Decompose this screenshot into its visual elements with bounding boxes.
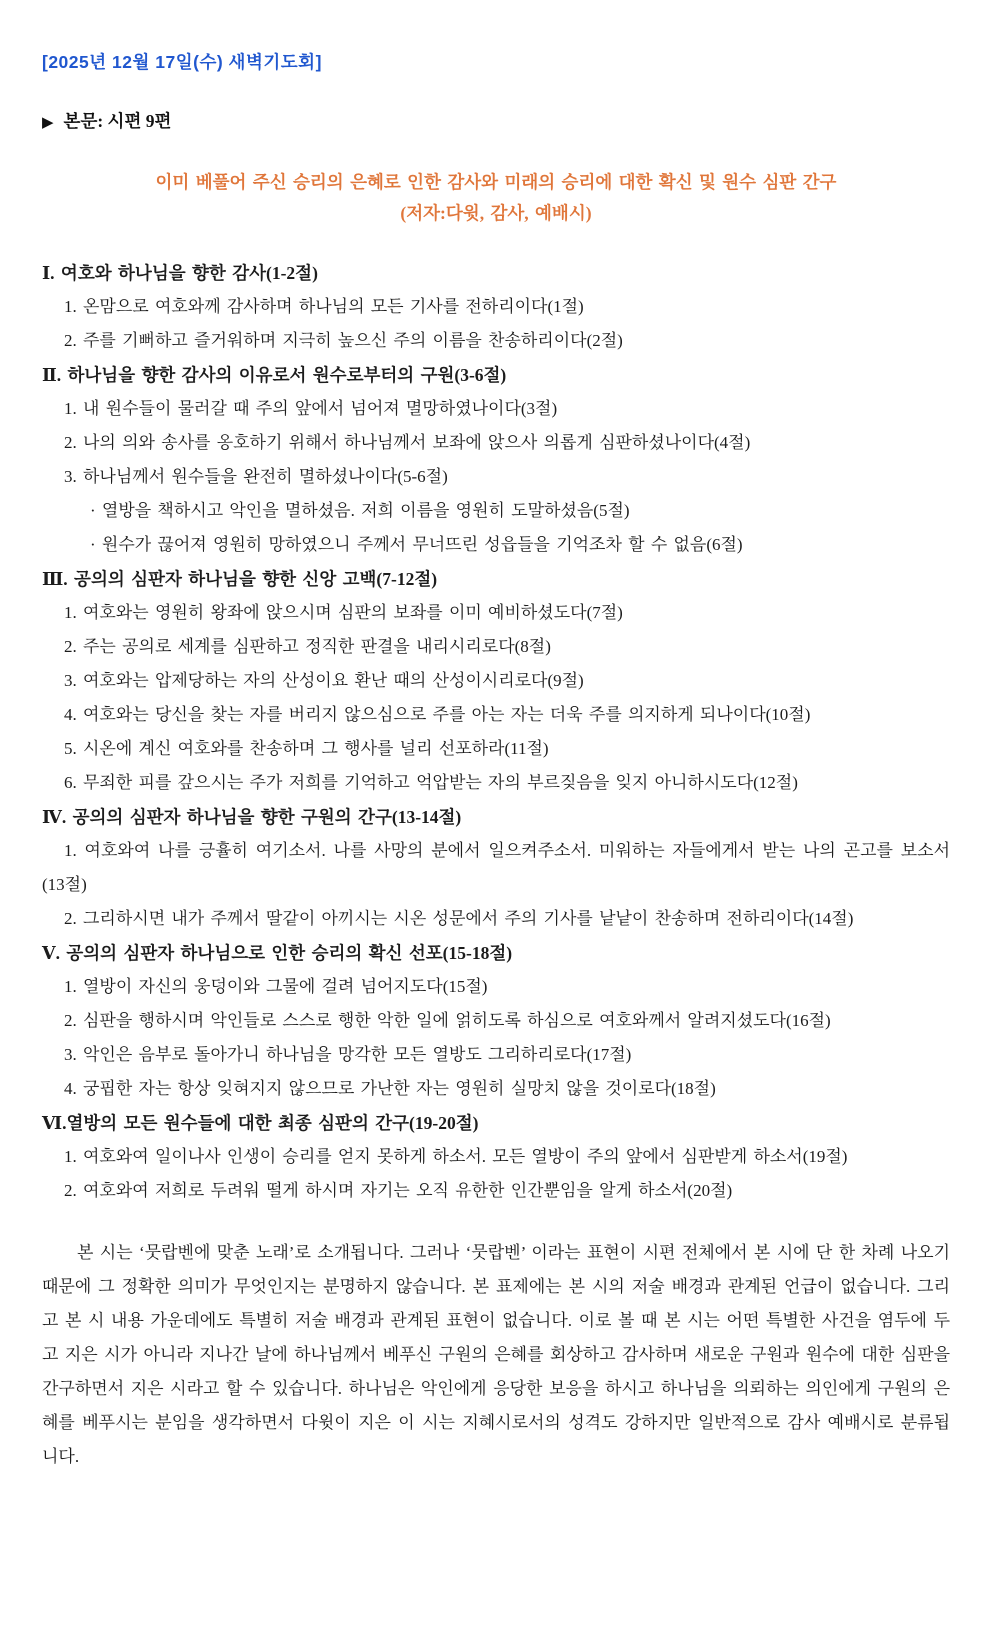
outline-subitem: · 열방을 책하시고 악인을 멸하셨음. 저희 이름을 영원히 도말하셨음(5절) (90, 501, 630, 520)
outline-subitem: · 원수가 끊어져 영원히 망하였으니 주께서 무너뜨린 성읍들을 기억조차 할 수 없음(6절) (90, 535, 743, 554)
outline-item: 3. 여호와는 압제당하는 자의 산성이요 환난 때의 산성이시리로다(9절) (64, 671, 584, 690)
closing-paragraph: 본 시는 ‘뭇랍벤에 맞춘 노래’로 소개됩니다. 그러나 ‘뭇랍벤’ 이라는 표현이 시편 전체에서 본 시에 단 한 차례 나오기 때문에 그 정확한 의미가 무엇인지는 분명하지 않습니다. 본 표제에는 본 시의 저술 배경과 관계된 언급이 없습니다. 그리고 본 시 내용 가운데에도 특별히 저술 배경과 관계된 표현이 없습니다. 이로 볼 때 본 시는 어떤 특별한 사건을 염두에 두고 지은 시가 아니라 지나간 날에 하나님께서 베푸신 구원의 은혜를 회상하고 감사하며 새로운 구원과 원수에 대한 심판을 간구하면서 지은 시라고 할 수 있습니다. 하나님은 악인에게 응당한 보응을 하시고 하나님을 의뢰하는 의인에게 구원의 은혜를 베푸시는 분임을 생각하면서 다윗이 지은 이 시는 지혜시로서의 성격도 강하지만 일반적으로 감사 예배시로 분류됩니다. (42, 1243, 950, 1466)
outline-item: 1. 여호와는 영원히 왕좌에 앉으시며 심판의 보좌를 이미 예비하셨도다(7절) (64, 603, 623, 622)
outline-item: 1. 여호와여 일이나사 인생이 승리를 얻지 못하게 하소서. 모든 열방이 주의 앞에서 심판받게 하소서(19절) (64, 1147, 848, 1166)
section-heading: Ⅴ. 공의의 심판자 하나님으로 인한 승리의 확신 선포(15-18절) (42, 943, 513, 963)
outline-item: 6. 무죄한 피를 갚으시는 주가 저희를 기억하고 억압받는 자의 부르짖음을 잊지 아니하시도다(12절) (64, 773, 798, 792)
outline-item: 2. 주를 기뻐하고 즐거워하며 지극히 높으신 주의 이름을 찬송하리이다(2절) (64, 331, 623, 350)
outline-section (42, 358, 950, 562)
outline-item: 2. 주는 공의로 세계를 심판하고 정직한 판결을 내리시리로다(8절) (64, 637, 551, 656)
outline (42, 256, 950, 1208)
outline-item: 2. 여호와여 저희로 두려워 떨게 하시며 자기는 오직 유한한 인간뿐임을 알게 하소서(20절) (64, 1181, 733, 1200)
outline-section (42, 800, 950, 936)
outline-item: 1. 온맘으로 여호와께 감사하며 하나님의 모든 기사를 전하리이다(1절) (64, 297, 584, 316)
outline-item: 3. 하나님께서 원수들을 완전히 멸하셨나이다(5-6절) (64, 467, 448, 486)
sermon-title-line1: 이미 베풀어 주신 승리의 은혜로 인한 감사와 미래의 승리에 대한 확신 및 원수 심판 간구 (155, 172, 837, 192)
outline-section (42, 936, 950, 1106)
outline-item: 4. 여호와는 당신을 찾는 자를 버리지 않으심으로 주를 아는 자는 더욱 주를 의지하게 되나이다(10절) (64, 705, 811, 724)
passage-label: 본문: 시편 9편 (63, 111, 172, 131)
section-heading: Ⅲ. 공의의 심판자 하나님을 향한 신앙 고백(7-12절) (42, 569, 438, 589)
section-heading: Ⅵ.열방의 모든 원수들에 대한 최종 심판의 간구(19-20절) (42, 1113, 479, 1133)
outline-section (42, 1106, 950, 1208)
passage-line (42, 104, 950, 140)
outline-item: 1. 내 원수들이 물러갈 때 주의 앞에서 넘어져 멸망하였나이다(3절) (64, 399, 558, 418)
outline-item: 1. 여호와여 나를 긍휼히 여기소서. 나를 사망의 분에서 일으켜주소서. 미워하는 자들에게서 받는 나의 곤고를 보소서(13절) (42, 841, 950, 894)
outline-section (42, 256, 950, 358)
outline-item: 2. 심판을 행하시며 악인들로 스스로 행한 악한 일에 얽히도록 하심으로 여호와께서 알려지셨도다(16절) (64, 1011, 831, 1030)
section-heading: Ⅰ. 여호와 하나님을 향한 감사(1-2절) (42, 263, 318, 283)
sermon-title-block (42, 167, 950, 229)
meeting-date-title: [2025년 12월 17일(수) 새벽기도회] (42, 52, 322, 72)
outline-section (42, 562, 950, 800)
section-heading: Ⅱ. 하나님을 향한 감사의 이유로서 원수로부터의 구원(3-6절) (42, 365, 507, 385)
outline-item: 3. 악인은 음부로 돌아가니 하나님을 망각한 모든 열방도 그리하리로다(17절) (64, 1045, 632, 1064)
outline-item: 2. 나의 의와 송사를 옹호하기 위해서 하나님께서 보좌에 앉으사 의롭게 심판하셨나이다(4절) (64, 433, 751, 452)
play-triangle-icon: ▶ (42, 115, 54, 131)
outline-item: 4. 궁핍한 자는 항상 잊혀지지 않으므로 가난한 자는 영원히 실망치 않을 것이로다(18절) (64, 1079, 716, 1098)
outline-item: 5. 시온에 계신 여호와를 찬송하며 그 행사를 널리 선포하라(11절) (64, 739, 549, 758)
outline-item: 2. 그리하시면 내가 주께서 딸같이 아끼시는 시온 성문에서 주의 기사를 낱낱이 찬송하며 전하리이다(14절) (64, 909, 854, 928)
outline-item: 1. 열방이 자신의 웅덩이와 그물에 걸려 넘어지도다(15절) (64, 977, 488, 996)
sermon-title-line2: (저자:다윗, 감사, 예배시) (400, 203, 592, 223)
section-heading: Ⅳ. 공의의 심판자 하나님을 향한 구원의 간구(13-14절) (42, 807, 462, 827)
